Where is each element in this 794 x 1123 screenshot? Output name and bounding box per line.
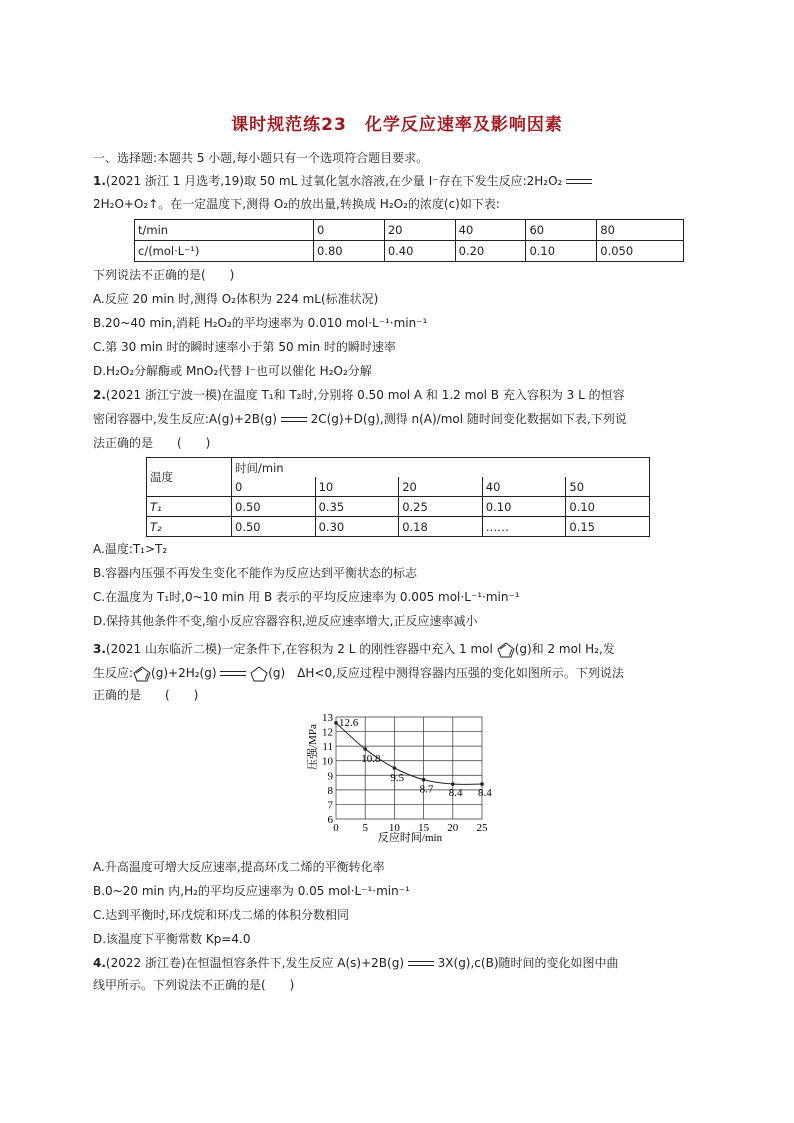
y-tick-label: 6 xyxy=(327,814,333,826)
question-1-line1 xyxy=(93,173,592,190)
table-cell: 0.18 xyxy=(399,517,483,537)
data-label: 12.6 xyxy=(339,716,359,729)
chart-grid xyxy=(336,717,482,819)
x-tick-label: 10 xyxy=(388,822,400,834)
equilibrium-arrow-icon xyxy=(220,670,246,677)
table-cell: 10 xyxy=(315,477,399,497)
data-point xyxy=(480,782,484,786)
question-2-line2 xyxy=(93,411,627,428)
table-cell: T₂ xyxy=(147,517,232,537)
question-2-text2a: 密闭容器中,发生反应:A(g)+2B(g) xyxy=(93,412,277,426)
cyclopentane-icon xyxy=(250,666,268,682)
question-2-text2b: 2C(g)+D(g),测得 n(A)/mol 随时间变化数据如下表,下列说 xyxy=(310,412,627,426)
table-cell: 0.50 xyxy=(232,517,316,537)
x-tick-label: 15 xyxy=(418,822,430,834)
question-2-table xyxy=(146,457,650,537)
question-1-option-b: B.20~40 min,消耗 H₂O₂的平均速率为 0.010 mol·L⁻¹·min⁻¹ xyxy=(93,316,428,330)
question-3-text2a: 生反应: xyxy=(93,666,134,680)
question-3-text1a: (2021 山东临沂二模)一定条件下,在容积为 2 L 的刚性容器中充入 1 mol xyxy=(105,642,493,656)
cyclopentadiene-icon xyxy=(497,642,515,658)
y-tick-label: 9 xyxy=(327,770,333,783)
table-cell: 0.80 xyxy=(314,241,385,262)
table-cell: 20 xyxy=(399,477,483,497)
question-3-text2b: (g)+2H₂(g) xyxy=(151,666,217,680)
table-row xyxy=(147,458,650,478)
table-row xyxy=(147,517,650,537)
table-cell: 0.30 xyxy=(315,517,399,537)
table-cell: 0.50 xyxy=(232,497,316,517)
question-3-option-b: B.0~20 min 内,H₂的平均反应速率为 0.05 mol·L⁻¹·min⁻¹ xyxy=(93,884,410,898)
data-label: 8.4 xyxy=(448,787,463,800)
table-cell: 0.35 xyxy=(315,497,399,517)
question-3-option-d: D.该温度下平衡常数 Kp=4.0 xyxy=(93,932,251,946)
question-3-option-a: A.升高温度可增大反应速率,提高环戊二烯的平衡转化率 xyxy=(93,860,385,874)
data-point xyxy=(363,747,367,751)
question-1-table xyxy=(134,219,684,262)
data-label: 8.4 xyxy=(478,787,492,800)
question-2-number: 2. xyxy=(93,388,106,402)
question-3-option-c: C.达到平衡时,环戊烷和环戊二烯的体积分数相同 xyxy=(93,908,350,922)
equilibrium-arrow-icon xyxy=(408,960,434,967)
question-3-line3: 正确的是 ( ) xyxy=(93,688,199,702)
data-points xyxy=(334,717,492,799)
question-1-option-c: C.第 30 min 时的瞬时速率小于第 50 min 时的瞬时速率 xyxy=(93,340,396,354)
table-cell: 0 xyxy=(314,220,385,241)
question-4-line1 xyxy=(93,955,619,972)
x-tick-label: 0 xyxy=(333,822,339,834)
table-cell: 80 xyxy=(597,220,684,241)
question-1-stem: 下列说法不正确的是( ) xyxy=(93,268,235,282)
data-point xyxy=(422,778,426,782)
question-3-line1 xyxy=(93,641,615,658)
y-axis-label: 压强/MPa xyxy=(307,724,319,770)
question-2-option-b: B.容器内压强不再发生变化不能作为反应达到平衡状态的标志 xyxy=(93,566,418,580)
section-heading: 一、选择题:本题共 5 小题,每小题只有一个选项符合题目要求。 xyxy=(93,151,429,165)
table-cell: 0.20 xyxy=(455,241,526,262)
table-cell: 0.10 xyxy=(482,497,566,517)
pressure-time-chart xyxy=(300,705,500,845)
table-row xyxy=(135,241,684,262)
table-cell: 0 xyxy=(232,477,316,497)
x-tick-label: 20 xyxy=(447,822,459,834)
question-2-line1 xyxy=(93,387,625,404)
table-cell: 40 xyxy=(455,220,526,241)
equilibrium-arrow-icon xyxy=(281,416,307,423)
table-cell: 0.10 xyxy=(566,497,650,517)
page-title: 课时规范练23 化学反应速率及影响因素 xyxy=(231,115,563,135)
question-1-text1: (2021 浙江 1 月选考,19)取 50 mL 过氧化氢水溶液,在少量 I⁻存在下发生反应:2H₂O₂ xyxy=(105,174,563,188)
table-cell: 0.25 xyxy=(399,497,483,517)
question-3-line2 xyxy=(93,665,624,682)
question-2-text1: (2021 浙江宁波一模)在温度 T₁和 T₂时,分别将 0.50 mol A 和 1.2 mol B 充入容积为 3 L 的恒容 xyxy=(105,388,625,402)
x-tick-label: 25 xyxy=(476,822,488,834)
y-axis-ticks xyxy=(322,712,334,826)
table-cell: 50 xyxy=(566,477,650,497)
equals-sign-icon xyxy=(566,178,592,185)
question-4-line2: 线甲所示。下列说法不正确的是( ) xyxy=(93,978,295,992)
y-tick-label: 13 xyxy=(322,712,333,724)
y-tick-label: 11 xyxy=(322,741,333,754)
table-cell: t/min xyxy=(135,220,314,241)
table-cell: …… xyxy=(482,517,566,537)
question-3-text1b: (g)和 2 mol H₂,发 xyxy=(514,642,615,656)
table-cell: 0.10 xyxy=(526,241,597,262)
question-4-text1a: (2022 浙江卷)在恒温恒容条件下,发生反应 A(s)+2B(g) xyxy=(105,956,404,970)
table-cell: 0.40 xyxy=(384,241,455,262)
question-1-line2: 2H₂O+O₂↑。在一定温度下,测得 O₂的放出量,转换成 H₂O₂的浓度(c)如下表: xyxy=(93,197,500,211)
table-cell: 0.050 xyxy=(597,241,684,262)
data-point xyxy=(334,721,338,725)
question-4-text1b: 3X(g),c(B)随时间的变化如图中曲 xyxy=(437,956,619,970)
question-4-number: 4. xyxy=(93,956,106,970)
question-1-option-a: A.反应 20 min 时,测得 O₂体积为 224 mL(标准状况) xyxy=(93,292,379,306)
question-2-option-d: D.保持其他条件不变,缩小反应容器容积,逆反应速率增大,正反应速率减小 xyxy=(93,614,478,628)
table-header-temp: 温度 xyxy=(147,458,232,497)
data-label: 8.7 xyxy=(419,783,434,796)
table-row xyxy=(147,497,650,517)
question-1-number: 1. xyxy=(93,174,106,188)
y-tick-label: 7 xyxy=(327,799,333,812)
table-cell: 0.15 xyxy=(566,517,650,537)
table-header-time: 时间/min xyxy=(232,458,650,478)
data-point xyxy=(451,782,455,786)
question-2-option-a: A.温度:T₁>T₂ xyxy=(93,542,168,556)
data-label: 9.5 xyxy=(390,772,405,784)
data-label: 10.8 xyxy=(361,753,381,766)
x-axis-label: 反应时间/min xyxy=(377,832,443,844)
y-tick-label: 8 xyxy=(327,784,333,797)
y-tick-label: 10 xyxy=(322,755,333,768)
table-cell: 40 xyxy=(482,477,566,497)
table-cell: c/(mol·L⁻¹) xyxy=(135,241,314,262)
table-cell: 20 xyxy=(384,220,455,241)
question-3-number: 3. xyxy=(93,642,106,656)
y-tick-label: 12 xyxy=(322,726,333,739)
table-cell: T₁ xyxy=(147,497,232,517)
cyclopentadiene-icon xyxy=(133,666,151,682)
question-2-line3: 法正确的是 ( ) xyxy=(93,436,211,450)
question-1-option-d: D.H₂O₂分解酶或 MnO₂代替 I⁻也可以催化 H₂O₂分解 xyxy=(93,364,372,378)
x-tick-label: 5 xyxy=(362,822,368,834)
question-2-option-c: C.在温度为 T₁时,0~10 min 用 B 表示的平均反应速率为 0.005 mol·L⁻¹·min⁻¹ xyxy=(93,590,520,604)
question-3-text2c: (g) ΔH<0,反应过程中测得容器内压强的变化如图所示。下列说法 xyxy=(268,666,624,680)
table-row xyxy=(135,220,684,241)
data-point xyxy=(393,766,397,770)
table-cell: 60 xyxy=(526,220,597,241)
